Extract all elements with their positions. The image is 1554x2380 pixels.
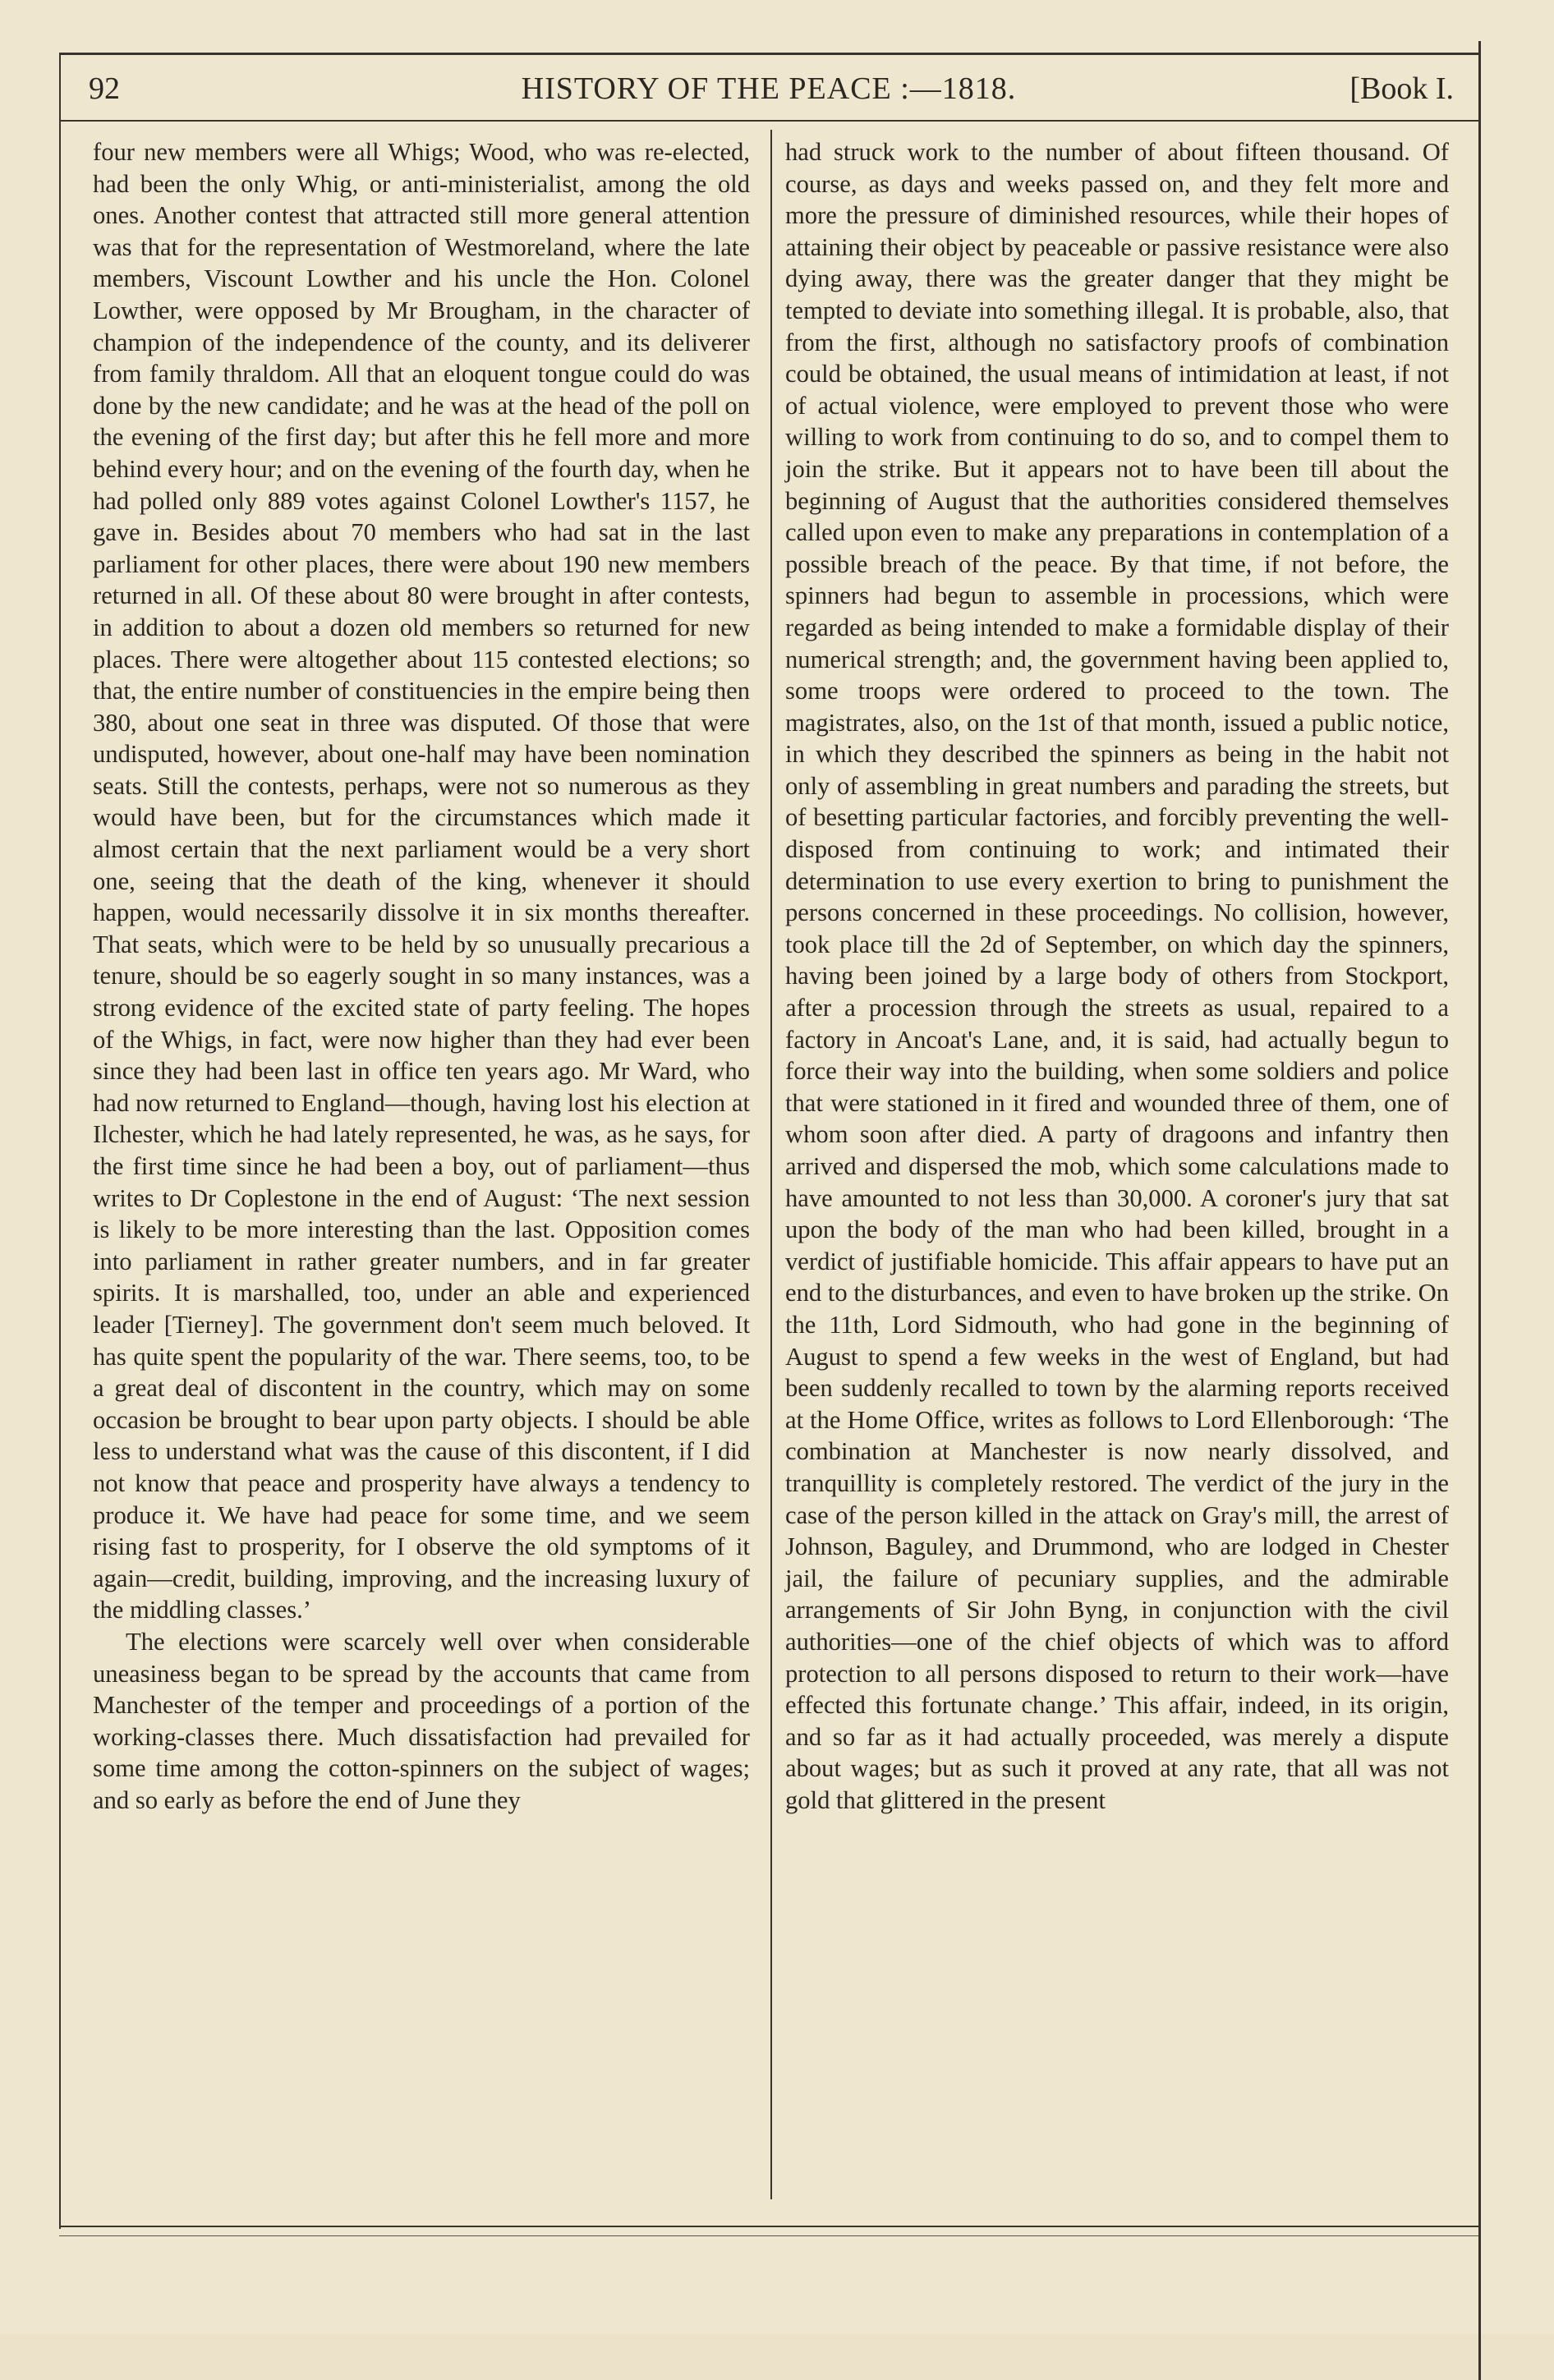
running-header (59, 71, 1478, 117)
paragraph: The elections were scarcely well over when considerable uneasiness began to be spread by the accounts that came from Manchester of the temper and proceedings of a portion of the working-classes there. Much dissatisfaction had prevailed for some time among the cotton-spinners on the subject of wages; and so early as before the end of June they (93, 1627, 750, 1814)
right-column (785, 136, 1449, 1816)
header-rule (59, 120, 1478, 122)
book-label: [Book I. (1349, 71, 1454, 106)
column-divider (770, 130, 772, 2199)
left-border-rule (59, 53, 61, 2229)
bottom-rule-thin (59, 2235, 1478, 2236)
running-title: HISTORY OF THE PEACE :—1818. (521, 71, 1017, 106)
left-column (93, 136, 750, 1816)
top-rule (59, 53, 1480, 55)
bottom-rule (59, 2226, 1478, 2227)
right-border-rule (1478, 41, 1481, 2380)
paragraph: had struck work to the number of about fifteen thousand. Of course, as days and weeks passed on, and they felt more and more the pressure of diminished resources, while their hopes of attaining their object by peaceable or passive resistance were also dying away, there was the greater danger that they might be tempted to deviate into something illegal. It is probable, also, that from the first, although no satisfactory proofs of combination could be obtained, the usual means of intimidation at least, if not of actual violence, were employed to prevent those who were willing to work from continuing to do so, and to compel them to join the strike. But it appears not to have been till about the beginning of August that the authorities considered themselves called upon even to make any preparations in contemplation of a possible breach of the peace. By that time, if not before, the spinners had begun to assemble in processions, which were regarded as being intended to make a formidable display of their numerical strength; and, the government having been applied to, some troops were ordered to proceed to the town. The magistrates, also, on the 1st of that month, issued a public notice, in which they described the spinners as being in the habit not only of assembling in great numbers and parading the streets, but of besetting particular factories, and forcibly preventing the well-disposed from continuing to work; and intimated their determination to use every exertion to bring to punishment the persons concerned in these proceedings. No collision, however, took place till the 2d of September, on which day the spinners, having been joined by a large body of others from Stockport, after a procession through the streets as usual, repaired to a factory in Ancoat's Lane, and, it is said, had actually begun to force their way into the building, when some soldiers and police that were stationed in it fired and wounded three of them, one of whom soon after died. A party of dragoons and infantry then arrived and dispersed the mob, which some calculations made to have amounted to not less than 30,000. A coroner's jury that sat upon the body of the man who had been killed, brought in a verdict of justifiable homicide. This affair appears to have put an end to the disturbances, and even to have broken up the strike. On the 11th, Lord Sidmouth, who had gone in the beginning of August to spend a few weeks in the west of England, but had been suddenly recalled to town by the alarming reports received at the Home Office, writes as follows to Lord Ellenborough: ‘The combination at Manchester is now nearly dissolved, and tranquillity is completely restored. The verdict of the jury in the case of the person killed in the attack on Gray's mill, the arrest of Johnson, Baguley, and Drummond, who are lodged in Chester jail, the failure of pecuniary supplies, and the admirable arrangements of Sir John Byng, in conjunction with the civil authorities—one of the chief objects of which was to afford protection to all persons disposed to return to their work—have effected this fortunate change.’ This affair, indeed, in its origin, and so far as it had actually proceeded, was merely a dispute about wages; but as such it proved at any rate, that all was not gold that glittered in the present (785, 138, 1449, 1814)
page-number: 92 (89, 71, 120, 106)
paragraph: four new members were all Whigs; Wood, who was re-elected, had been the only Whig, or anti-ministerialist, among the old ones. Another contest that attracted still more general attention was that for the representation of Westmoreland, where the late members, Viscount Lowther and his uncle the Hon. Colonel Lowther, were opposed by Mr Brougham, in the character of champion of the independence of the county, and its deliverer from family thraldom. All that an eloquent tongue could do was done by the new candidate; and he was at the head of the poll on the evening of the first day; but after this he fell more and more behind every hour; and on the evening of the fourth day, when he had polled only 889 votes against Colonel Lowther's 1157, he gave in. Besides about 70 members who had sat in the last parliament for other places, there were about 190 new members returned in all. Of these about 80 were brought in after contests, in addition to about a dozen old members so returned for new places. There were altogether about 115 contested elections; so that, the entire number of constituencies in the empire being then 380, about one seat in three was disputed. Of those that were undisputed, however, about one-half may have been nomination seats. Still the contests, perhaps, were not so numerous as they would have been, but for the circumstances which made it almost certain that the next parliament would be a very short one, seeing that the death of the king, whenever it should happen, would necessarily dissolve it in six months thereafter. That seats, which were to be held by so unusually precarious a tenure, should be so eagerly sought in so many instances, was a strong evidence of the excited state of party feeling. The hopes of the Whigs, in fact, were now higher than they had ever been since they had been last in office ten years ago. Mr Ward, who had now returned to England—though, having lost his election at Ilchester, which he had lately represented, he was, as he says, for the first time since he had been a boy, out of parliament—thus writes to Dr Coplestone in the end of August: ‘The next session is likely to be more interesting than the last. Opposition comes into parliament in rather greater numbers, and in far greater spirits. It is marshalled, too, under an able and experienced leader [Tierney]. The government don't seem much beloved. It has quite spent the popularity of the war. There seems, too, to be a great deal of discontent in the country, which may on some occasion be brought to bear upon party objects. I should be able less to understand what was the cause of this discontent, if I did not know that peace and prosperity have always a tendency to produce it. We have had peace for some time, and we seem rising fast to prosperity, for I observe the old symptoms of it again—credit, building, improving, and the increasing luxury of the middling classes.’ (93, 138, 750, 1624)
